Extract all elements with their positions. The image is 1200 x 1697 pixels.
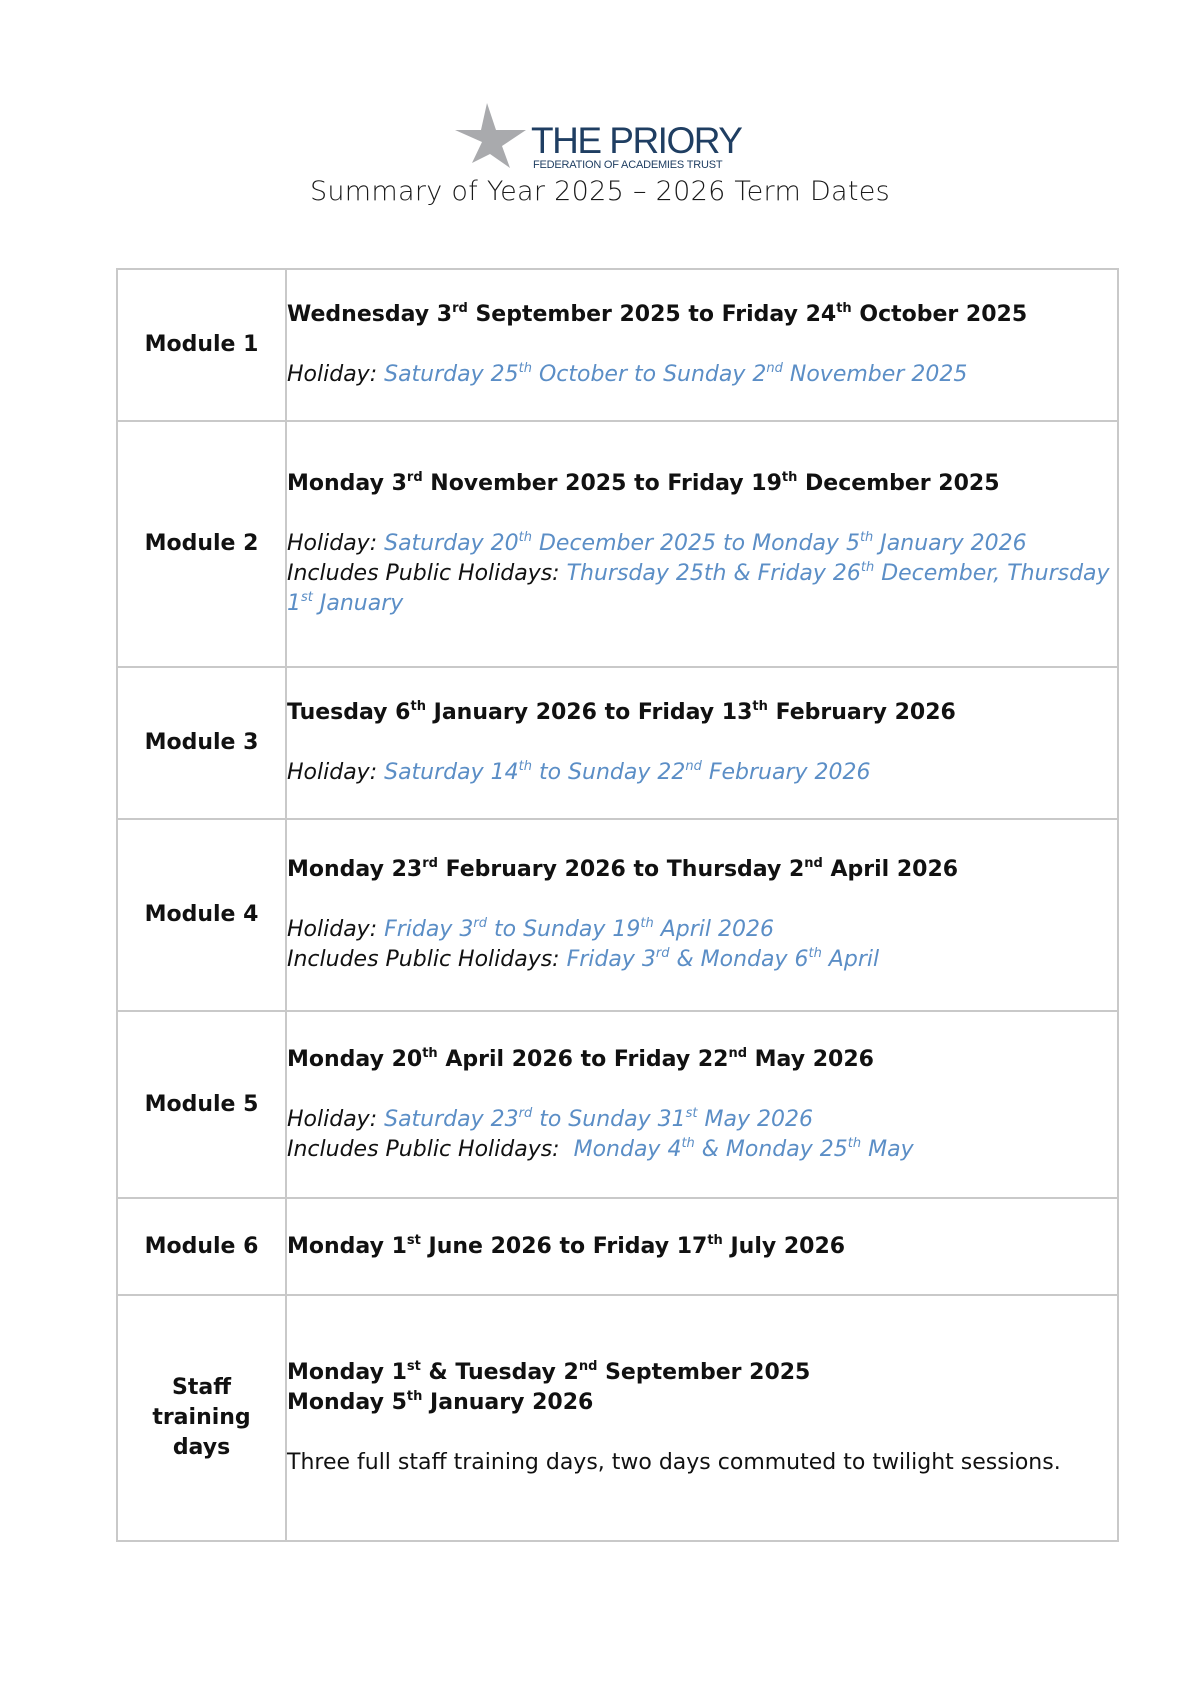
module-details (286, 421, 1118, 667)
module-details (286, 1198, 1118, 1295)
table-row (117, 1011, 1118, 1198)
module-label: Module 4 (117, 819, 286, 1011)
holiday-line: Holiday: Saturday 23rd to Sunday 31st May 2026 (287, 1105, 813, 1132)
staff-training-label: Staff training days (117, 1295, 286, 1541)
staff-training-details (286, 1295, 1118, 1541)
public-holidays-line: Includes Public Holidays: Friday 3rd & Monday 6th April (287, 946, 880, 972)
holiday-line: Holiday: Saturday 25th October to Sunday 2nd November 2025 (287, 361, 968, 387)
table-row (117, 1295, 1118, 1541)
public-holidays-line: Includes Public Holidays: Monday 4th & Monday 25th May (287, 1135, 914, 1162)
table-row (117, 421, 1118, 667)
star-icon (452, 100, 532, 172)
public-holidays-line: Includes Public Holidays: Thursday 25th & Friday 26th December, Thursday 1st January (287, 560, 1110, 616)
module-details (286, 269, 1118, 421)
table-row (117, 1198, 1118, 1295)
term-range: Monday 1st June 2026 to Friday 17th July 2026 (287, 1232, 846, 1259)
table-row (117, 667, 1118, 819)
module-details (286, 1011, 1118, 1198)
module-label: Module 5 (117, 1011, 286, 1198)
training-date-2: Monday 5th January 2026 (287, 1389, 594, 1415)
term-range: Monday 3rd November 2025 to Friday 19th December 2025 (287, 470, 1000, 496)
term-range: Tuesday 6th January 2026 to Friday 13th February 2026 (287, 699, 956, 725)
training-date-1: Monday 1st & Tuesday 2nd September 2025 (287, 1359, 811, 1385)
table-row (117, 269, 1118, 421)
term-range: Monday 20th April 2026 to Friday 22nd May 2026 (287, 1045, 874, 1072)
holiday-line: Holiday: Saturday 20th December 2025 to Monday 5th January 2026 (287, 530, 1027, 556)
holiday-line: Holiday: Friday 3rd to Sunday 19th April 2026 (287, 916, 774, 942)
logo-wordmark: THE PRIORY (531, 120, 742, 161)
module-label: Module 3 (117, 667, 286, 819)
module-label: Module 1 (117, 269, 286, 421)
page-title: Summary of Year 2025 – 2026 Term Dates (309, 176, 891, 207)
table-row (117, 819, 1118, 1011)
term-range: Wednesday 3rd September 2025 to Friday 24th October 2025 (287, 301, 1028, 327)
module-details (286, 667, 1118, 819)
term-dates-table (116, 268, 1119, 1542)
holiday-line: Holiday: Saturday 14th to Sunday 22nd February 2026 (287, 759, 871, 785)
training-note: Three full staff training days, two days commuted to twilight sessions. (287, 1450, 1061, 1475)
module-details (286, 819, 1118, 1011)
priory-logo (452, 100, 752, 176)
logo-subtitle: FEDERATION OF ACADEMIES TRUST (533, 159, 723, 171)
module-label: Module 6 (117, 1198, 286, 1295)
term-range: Monday 23rd February 2026 to Thursday 2nd April 2026 (287, 856, 959, 882)
module-label: Module 2 (117, 421, 286, 667)
